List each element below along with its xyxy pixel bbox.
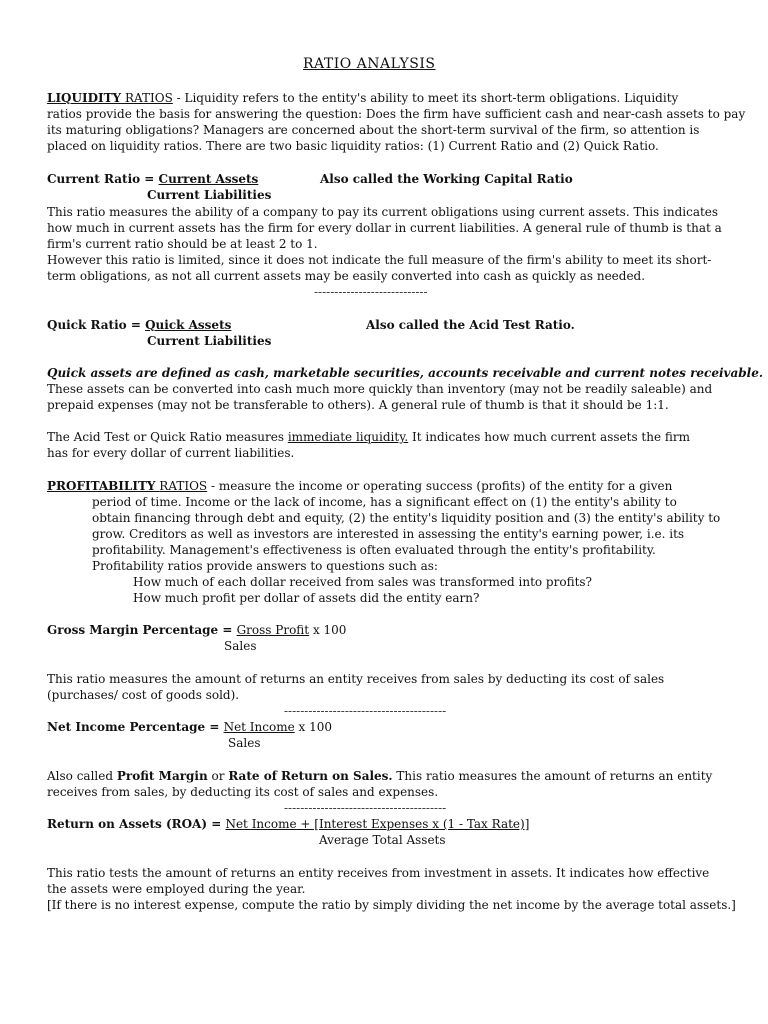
profitability-intro-line: PROFITABILITY RATIOS - measure the income or operating success (profits) of the entity for a given xyxy=(47,479,673,493)
profitability-line-1: period of time. Income or the lack of income, has a significant effect on (1) the entity's ability to xyxy=(92,495,677,509)
net-income-line-1: receives from sales, by deducting its cost of sales and expenses. xyxy=(47,785,439,799)
roa-denominator: Average Total Assets xyxy=(319,833,446,847)
gross-margin-denominator: Sales xyxy=(224,639,257,653)
separator: ---------------------------------------- xyxy=(284,801,447,815)
net-income-denominator: Sales xyxy=(228,736,261,750)
current-ratio-denominator: Current Liabilities xyxy=(147,188,272,202)
liquidity-intro-line xyxy=(47,90,678,106)
roa-line-0: This ratio tests the amount of returns an entity receives from investment in assets. It indicates how effective xyxy=(47,866,710,880)
liquidity-line-0: - Liquidity refers to the entity's ability to meet its short-term obligations. Liquidity xyxy=(172,91,679,105)
profitability-line-5: Profitability ratios provide answers to questions such as: xyxy=(92,559,438,573)
quick-ratio-line-1: prepaid expenses (may not be transferable to others). A general rule of thumb is that it should be 1:1. xyxy=(47,398,669,412)
roa-label: Return on Assets (ROA) = xyxy=(47,817,226,831)
current-ratio-line-2: firm's current ratio should be at least 2 to 1. xyxy=(47,237,318,251)
quick-assets-definition: Quick assets are defined as cash, marketable securities, accounts receivable and current notes receivable. xyxy=(47,366,764,380)
current-ratio-line-0: This ratio measures the ability of a company to pay its current obligations using current assets. This indicates xyxy=(47,205,719,219)
rate-of-return-term: Rate of Return on Sales. xyxy=(228,769,393,783)
net-income-line-0: Also called Profit Margin or Rate of Return on Sales. This ratio measures the amount of returns an entity xyxy=(47,769,713,783)
roa-formula xyxy=(47,816,529,832)
page-title: RATIO ANALYSIS xyxy=(303,56,436,72)
net-income-numerator: Net Income xyxy=(223,720,295,734)
gross-margin-numerator: Gross Profit xyxy=(236,623,310,637)
profitability-line-3: grow. Creditors as well as investors are interested in assessing the entity's earning power, i.e. its xyxy=(92,527,685,541)
net-income-label: Net Income Percentage = xyxy=(47,720,224,734)
profitability-line-2: obtain financing through debt and equity, (2) the entity's liquidity position and (3) the entity's ability to xyxy=(92,511,721,525)
gross-margin-label: Gross Margin Percentage = xyxy=(47,623,237,637)
liquidity-line-3: placed on liquidity ratios. There are two basic liquidity ratios: (1) Current Ratio and (2) Quick Ratio. xyxy=(47,139,659,153)
profit-margin-term: Profit Margin xyxy=(116,769,208,783)
current-ratio-aka: Also called the Working Capital Ratio xyxy=(320,172,573,186)
roa-line-1: the assets were employed during the year. xyxy=(47,882,306,896)
separator: ---------------------------------------- xyxy=(284,704,447,718)
liquidity-heading-ratios: RATIOS xyxy=(124,91,173,105)
liquidity-heading: LIQUIDITY xyxy=(47,91,122,105)
profitability-line-4: profitability. Management's effectiveness is often evaluated through the entity's profitability. xyxy=(92,543,656,557)
current-ratio-line-3: However this ratio is limited, since it does not indicate the full measure of the firm's ability to meet its short- xyxy=(47,253,712,267)
acid-test-line-1: has for every dollar of current liabilities. xyxy=(47,446,295,460)
separator: ---------------------------- xyxy=(314,285,428,299)
gross-margin-line-1: (purchases/ cost of goods sold). xyxy=(47,688,240,702)
quick-ratio-formula xyxy=(47,317,231,333)
current-ratio-numerator: Current Assets xyxy=(158,172,259,186)
quick-ratio-aka: Also called the Acid Test Ratio. xyxy=(366,318,575,332)
profitability-heading: PROFITABILITY xyxy=(47,479,156,493)
acid-test-line-0: The Acid Test or Quick Ratio measures immediate liquidity. It indicates how much current assets the firm xyxy=(47,430,691,444)
quick-ratio-line-0: These assets can be converted into cash much more quickly than inventory (may not be readily saleable) and xyxy=(47,382,713,396)
current-ratio-line-1: how much in current assets has the firm for every dollar in current liabilities. A general rule of thumb is that a xyxy=(47,221,722,235)
current-ratio-label: Current Ratio = xyxy=(47,172,159,186)
profitability-line-0: - measure the income or operating success (profits) of the entity for a given xyxy=(207,479,673,493)
gross-margin-line-0: This ratio measures the amount of returns an entity receives from sales by deducting its cost of sales xyxy=(47,672,665,686)
liquidity-line-2: its maturing obligations? Managers are concerned about the short-term survival of the firm, so attention is xyxy=(47,123,700,137)
roa-line-2: [If there is no interest expense, compute the ratio by simply dividing the net income by the average total assets.] xyxy=(47,898,736,912)
net-income-formula: Net Income Percentage = Net Income x 100 xyxy=(47,720,333,734)
liquidity-line-1: ratios provide the basis for answering the question: Does the firm have sufficient cash and near-cash assets to pay xyxy=(47,107,746,121)
quick-ratio-denominator: Current Liabilities xyxy=(147,334,272,348)
profitability-question-1: How much profit per dollar of assets did the entity earn? xyxy=(133,591,480,605)
gross-margin-formula: Gross Margin Percentage = Gross Profit x 100 xyxy=(47,623,347,637)
immediate-liquidity-term: immediate liquidity. xyxy=(287,430,409,444)
current-ratio-formula xyxy=(47,171,258,187)
current-ratio-line-4: term obligations, as not all current assets may be easily converted into cash as quickly as needed. xyxy=(47,269,646,283)
roa-numerator: Net Income + [Interest Expenses x (1 - Tax Rate)] xyxy=(225,817,530,831)
profitability-question-0: How much of each dollar received from sales was transformed into profits? xyxy=(133,575,592,589)
quick-ratio-label: Quick Ratio = xyxy=(47,318,146,332)
quick-ratio-numerator: Quick Assets xyxy=(145,318,232,332)
